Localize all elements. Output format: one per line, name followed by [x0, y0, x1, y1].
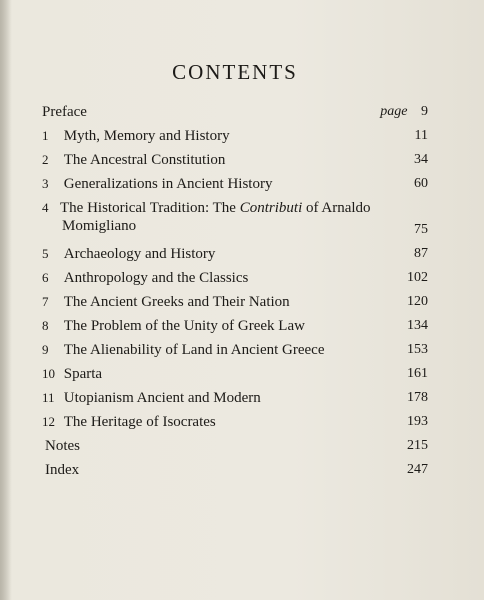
chapter-title: The Problem of the Unity of Greek Law: [63, 318, 305, 334]
chapter-title: The Ancestral Constitution: [63, 152, 226, 168]
chapter-number: 1: [42, 128, 49, 143]
page-number: 75: [414, 222, 428, 237]
toc-entry-chapter-2: [42, 151, 434, 169]
toc-entry-chapter-12: [42, 413, 434, 431]
page-number: 60: [414, 176, 428, 191]
chapter-number: 4: [42, 200, 49, 215]
page-number: 11: [414, 128, 428, 143]
toc-entry-chapter-7: [42, 293, 434, 311]
toc-entry-label: Preface: [42, 104, 87, 120]
chapter-title-italic: Contributi: [239, 200, 303, 216]
toc-entry-chapter-3: [42, 175, 434, 193]
chapter-number: 2: [42, 152, 49, 167]
chapter-number: 11: [42, 390, 55, 405]
chapter-title-part: of Arnaldo: [302, 200, 371, 216]
contents-heading: CONTENTS: [172, 60, 298, 84]
page-number: 153: [407, 342, 428, 357]
chapter-number: 10: [42, 366, 55, 381]
page-gutter-shadow: [0, 0, 12, 600]
chapter-title: The Ancient Greeks and Their Nation: [63, 294, 290, 310]
chapter-title: Anthropology and the Classics: [63, 270, 249, 286]
page-number: 215: [407, 438, 428, 453]
chapter-title-part: The Historical Tradition: The: [60, 200, 240, 216]
toc-entry-chapter-5: [42, 245, 434, 263]
chapter-title-line2: Momigliano: [62, 218, 137, 234]
chapter-number: 6: [42, 270, 49, 285]
page-number: 161: [407, 366, 428, 381]
page-number: 102: [407, 270, 428, 285]
toc-entry-preface: [42, 103, 434, 121]
chapter-title: Myth, Memory and History: [63, 128, 230, 144]
toc-entry-label: Notes: [45, 438, 80, 454]
toc-entry-chapter-6: [42, 269, 434, 287]
toc-entry-chapter-4: [42, 199, 434, 241]
toc-entry-label: Index: [45, 462, 80, 478]
toc-entry-chapter-11: [42, 389, 434, 407]
chapter-number: 7: [42, 294, 49, 309]
toc-entry-notes: [45, 437, 437, 455]
table-of-contents: [42, 103, 434, 478]
page-number: 34: [414, 152, 428, 167]
chapter-title: Generalizations in Ancient History: [63, 176, 273, 192]
toc-entry-chapter-8: [42, 317, 434, 335]
chapter-title: Archaeology and History: [63, 246, 216, 262]
chapter-number: 8: [42, 318, 49, 333]
chapter-title: Utopianism Ancient and Modern: [63, 390, 261, 406]
chapter-title: Sparta: [63, 366, 103, 382]
chapter-number: 3: [42, 176, 49, 191]
toc-entry-index: [45, 461, 437, 479]
chapter-number: 9: [42, 342, 49, 357]
chapter-title: [60, 199, 371, 217]
page-word: page: [380, 104, 408, 119]
page-number: 87: [414, 246, 428, 261]
page-number: 193: [407, 414, 428, 429]
toc-entry-chapter-1: [42, 127, 434, 145]
chapter-title: The Heritage of Isocrates: [63, 414, 216, 430]
page-number: 9: [421, 104, 428, 119]
chapter-number: 5: [42, 246, 49, 261]
toc-entry-chapter-9: [42, 341, 434, 359]
page-number: 247: [407, 462, 428, 477]
chapter-title: The Alienability of Land in Ancient Greece: [63, 342, 325, 358]
chapter-number: 12: [42, 414, 55, 429]
page-number: 120: [407, 294, 428, 309]
page-number: 178: [407, 390, 428, 405]
toc-entry-chapter-10: [42, 365, 434, 383]
toc-entry-page: [380, 103, 428, 121]
page-number: 134: [407, 318, 428, 333]
